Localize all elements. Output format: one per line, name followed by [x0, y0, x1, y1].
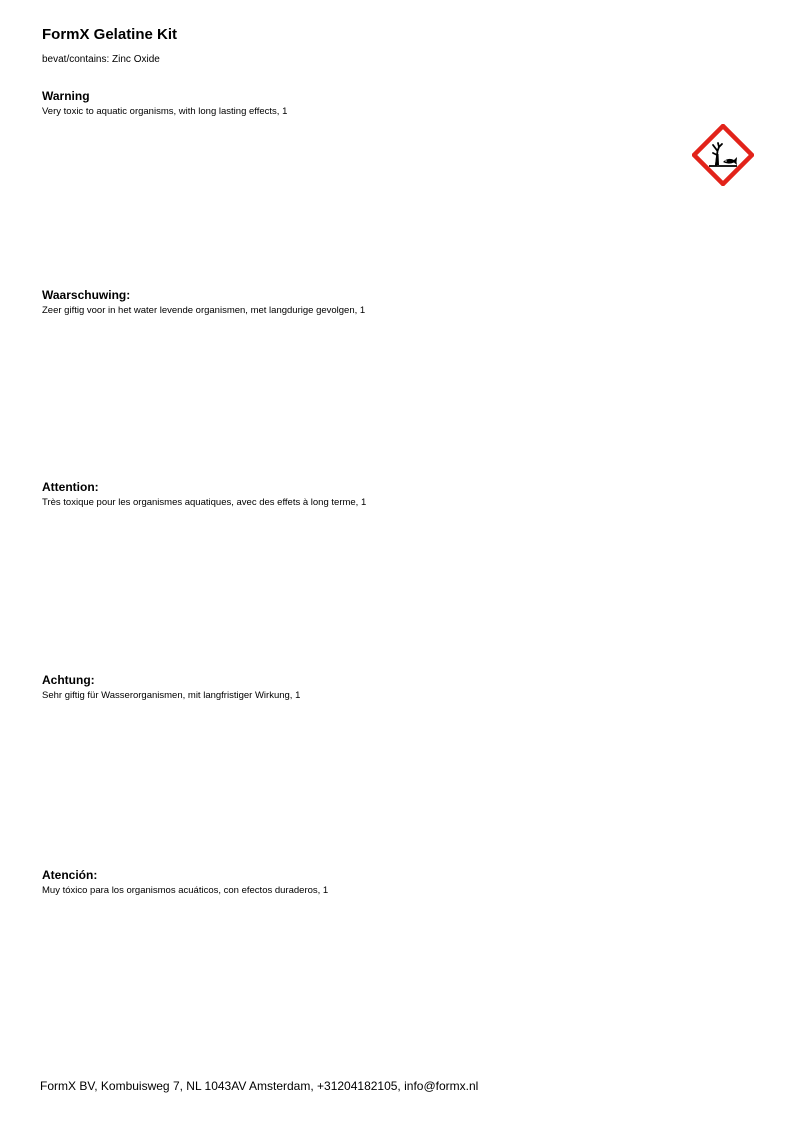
hazard-section-german — [42, 673, 300, 702]
section-text-german: Sehr giftig für Wasserorganismen, mit langfristiger Wirkung, 1 — [42, 690, 301, 701]
section-heading-dutch: Waarschuwing: — [42, 288, 131, 302]
section-text-spanish: Muy tóxico para los organismos acuáticos, con efectos duraderos, 1 — [42, 885, 329, 896]
section-text-english: Very toxic to aquatic organisms, with long lasting effects, 1 — [42, 106, 288, 117]
product-title: FormX Gelatine Kit — [42, 26, 178, 43]
section-heading-spanish: Atención: — [42, 868, 98, 882]
contains-line: bevat/contains: Zinc Oxide — [42, 54, 160, 65]
hazard-section-french — [42, 480, 366, 509]
section-text-french: Très toxique pour les organismes aquatiques, avec des effets à long terme, 1 — [42, 497, 367, 508]
hazard-section-english — [42, 89, 287, 118]
hazard-section-dutch — [42, 288, 365, 317]
section-text-dutch: Zeer giftig voor in het water levende organismen, met langdurige gevolgen, 1 — [42, 305, 366, 316]
hazard-section-spanish — [42, 868, 328, 897]
section-heading-french: Attention: — [42, 480, 99, 494]
ghs09-environment-hazard-icon — [692, 124, 754, 186]
section-heading-english: Warning — [42, 89, 90, 103]
section-heading-german: Achtung: — [42, 673, 95, 687]
footer-contact: FormX BV, Kombuisweg 7, NL 1043AV Amsterdam, +31204182105, info@formx.nl — [40, 1079, 479, 1093]
